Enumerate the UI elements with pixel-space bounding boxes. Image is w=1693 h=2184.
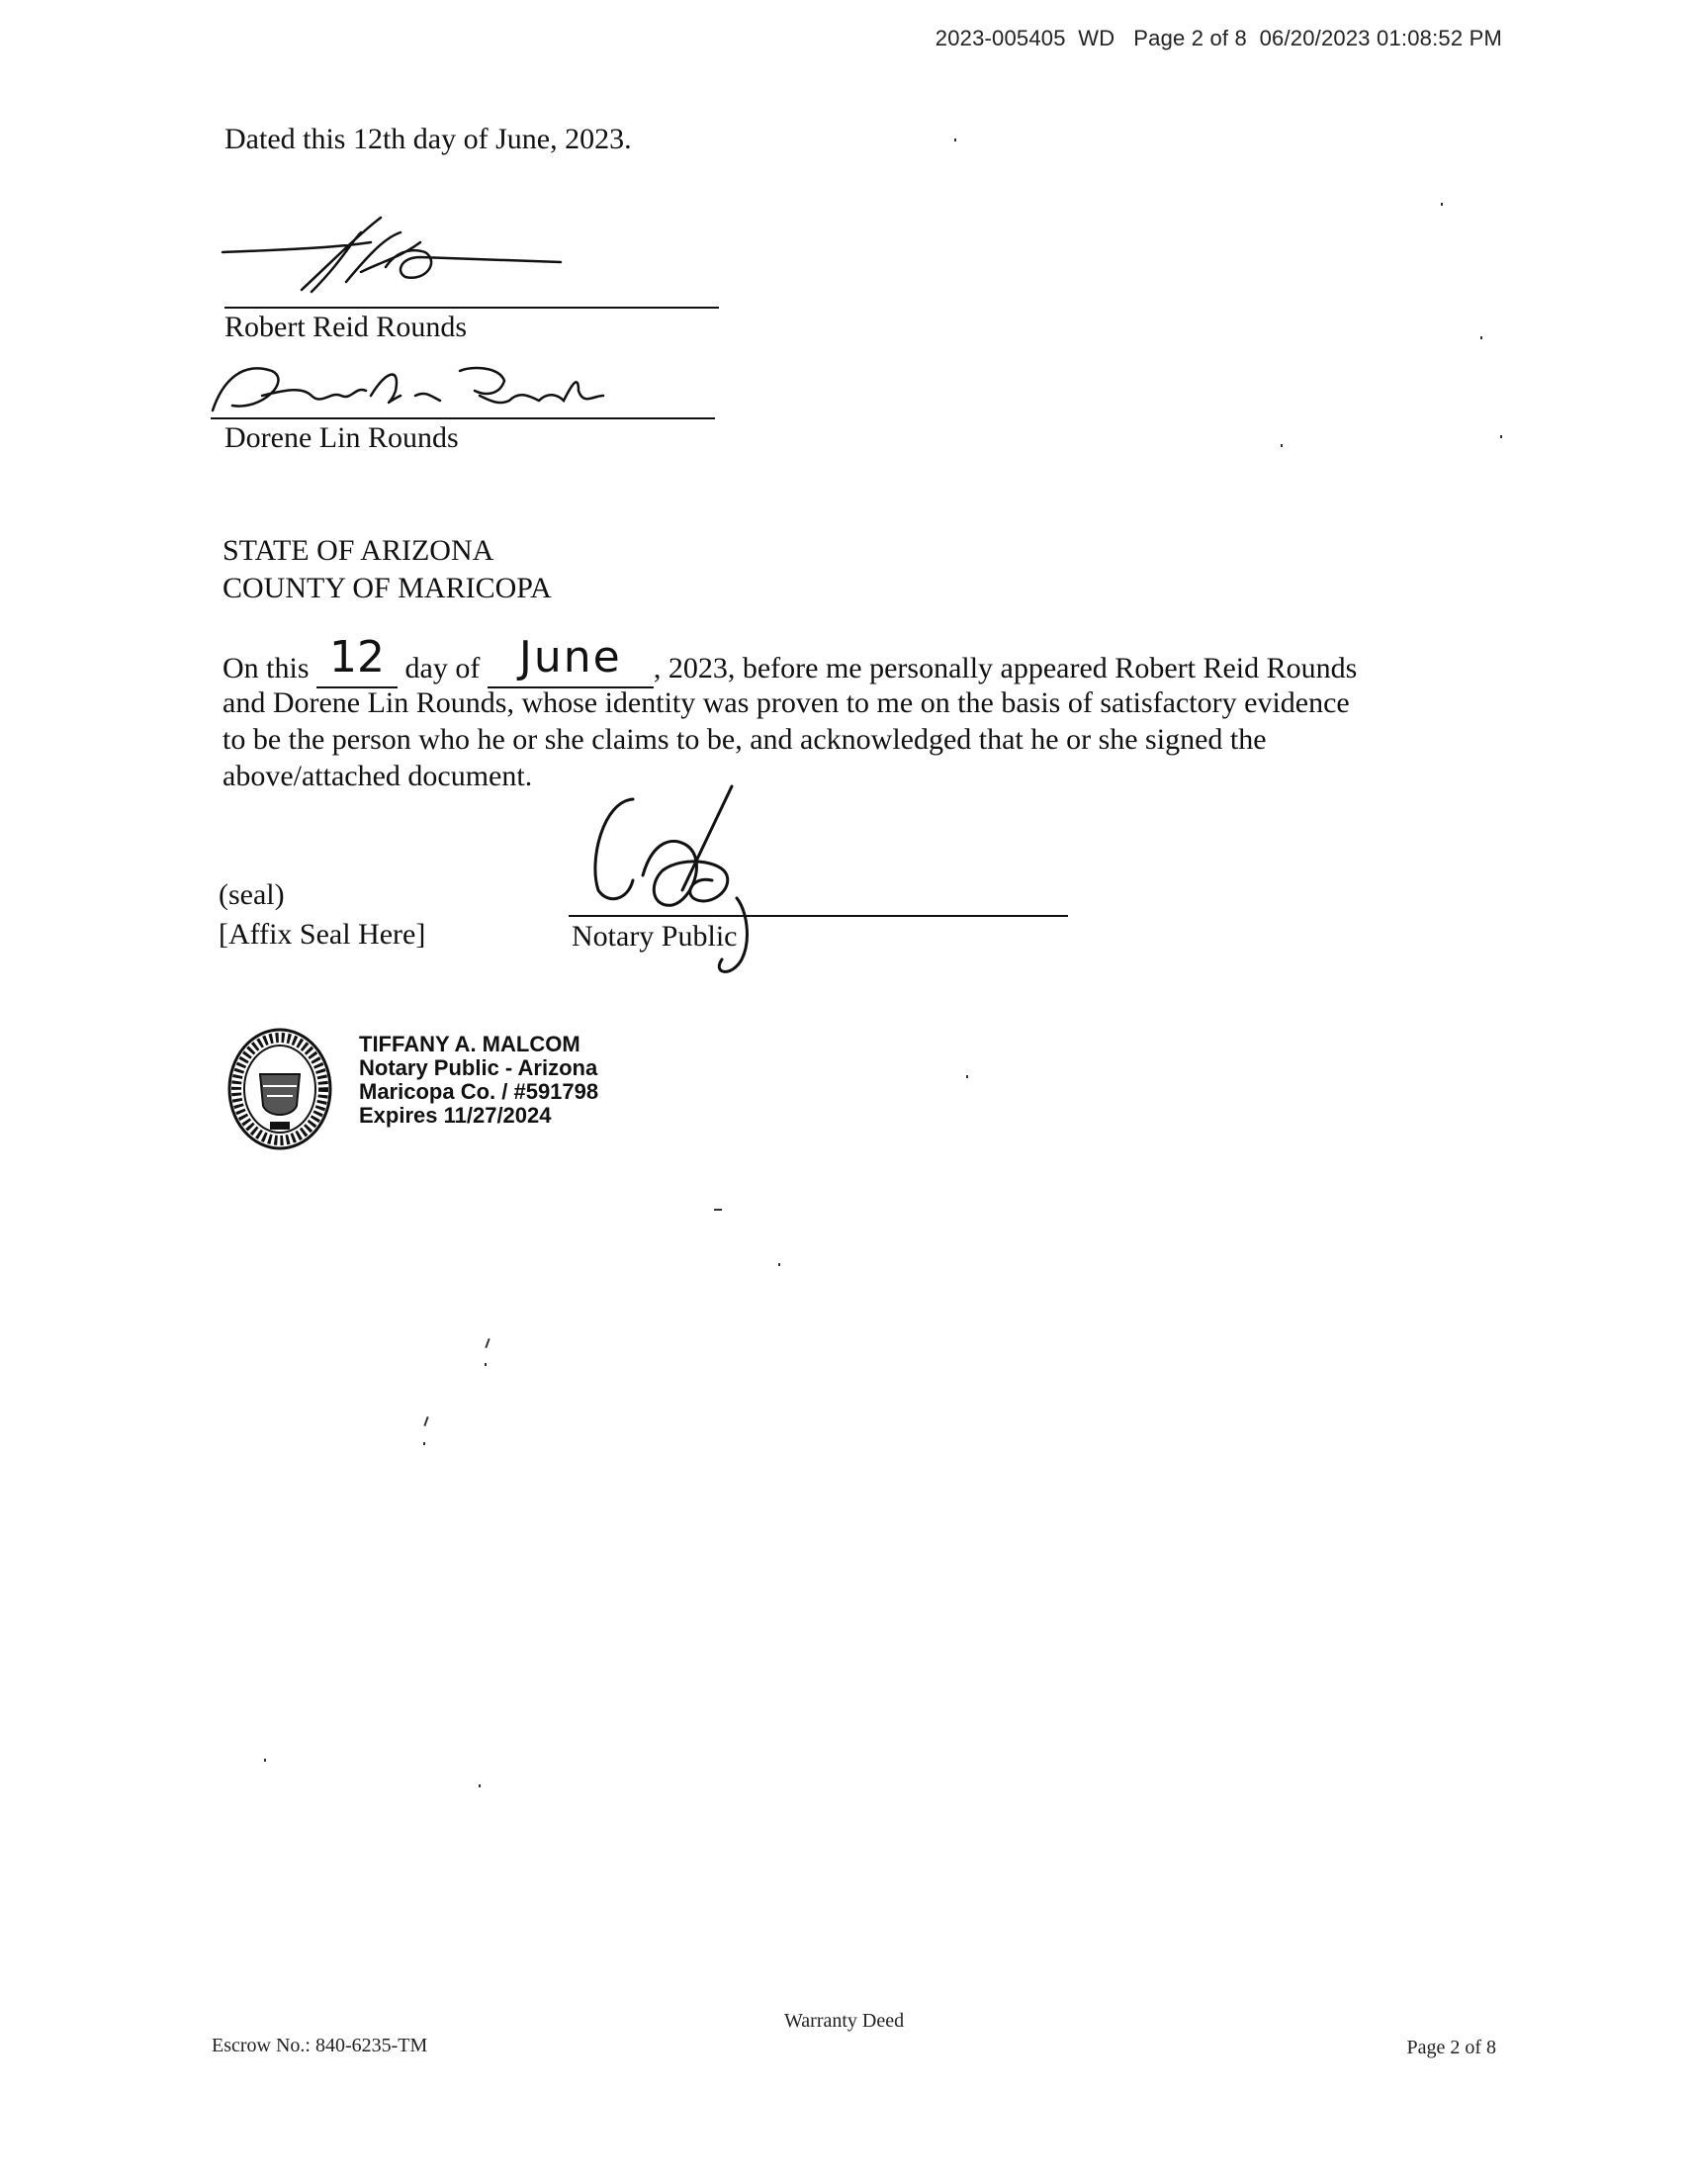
affix-seal-label: [Affix Seal Here] — [219, 918, 426, 951]
recording-header: 2023-005405 WD Page 2 of 8 06/20/2023 01:08:52 PM — [935, 26, 1502, 50]
scan-speck — [954, 138, 956, 141]
day-handwritten: 12 — [329, 632, 386, 682]
day-field — [316, 632, 398, 688]
acknowledgment-line-1 — [223, 632, 1508, 688]
acknowledgment-line-2: and Dorene Lin Rounds, whose identity was proven to me on the basis of satisfactory evidence — [223, 686, 1350, 719]
notary-title: Notary Public - Arizona — [359, 1055, 598, 1080]
signer-name-robert: Robert Reid Rounds — [224, 311, 467, 343]
scan-speck — [423, 1442, 425, 1445]
scan-speck — [1441, 203, 1443, 206]
signature-robert — [213, 213, 727, 312]
arizona-state-seal — [227, 1027, 332, 1151]
scan-speck — [966, 1075, 968, 1078]
dated-line: Dated this 12th day of June, 2023. — [224, 123, 632, 155]
footer-document-type: Warranty Deed — [784, 2010, 905, 2032]
on-this-text: On this — [223, 652, 310, 684]
month-handwritten: June — [518, 632, 622, 682]
signer-name-dorene: Dorene Lin Rounds — [224, 421, 459, 454]
notary-signature-line — [569, 915, 1068, 917]
scan-speck — [1480, 336, 1482, 339]
venue-county: COUNTY OF MARICOPA — [223, 572, 552, 604]
scan-speck — [1500, 435, 1502, 438]
month-field — [488, 632, 654, 688]
scan-speck — [1281, 444, 1283, 447]
footer-page-number: Page 2 of 8 — [1406, 2037, 1496, 2058]
scan-speck — [778, 1263, 780, 1266]
scan-speck — [485, 1363, 487, 1366]
notary-commission: Maricopa Co. / #591798 — [359, 1079, 599, 1104]
venue-state: STATE OF ARIZONA — [223, 534, 494, 567]
scan-speck — [423, 1416, 428, 1426]
seal-label: (seal) — [219, 878, 285, 911]
scan-speck — [479, 1784, 481, 1787]
day-of-text: day of — [404, 652, 481, 684]
scan-speck — [485, 1338, 490, 1348]
scan-speck — [714, 1209, 722, 1211]
notary-public-label: Notary Public — [572, 920, 738, 953]
acknowledgment-line-3: to be the person who he or she claims to be, and acknowledged that he or she signed the — [223, 723, 1267, 756]
notary-expiration: Expires 11/27/2024 — [359, 1103, 552, 1128]
footer-escrow-number: Escrow No.: 840-6235-TM — [212, 2035, 428, 2056]
scan-speck — [264, 1759, 266, 1762]
notary-name: TIFFANY A. MALCOM — [359, 1032, 580, 1056]
acknowledgment-line-4: above/attached document. — [223, 760, 533, 792]
acknowledgment-line-1-rest: , 2023, before me personally appeared Robert Reid Rounds — [653, 652, 1358, 684]
